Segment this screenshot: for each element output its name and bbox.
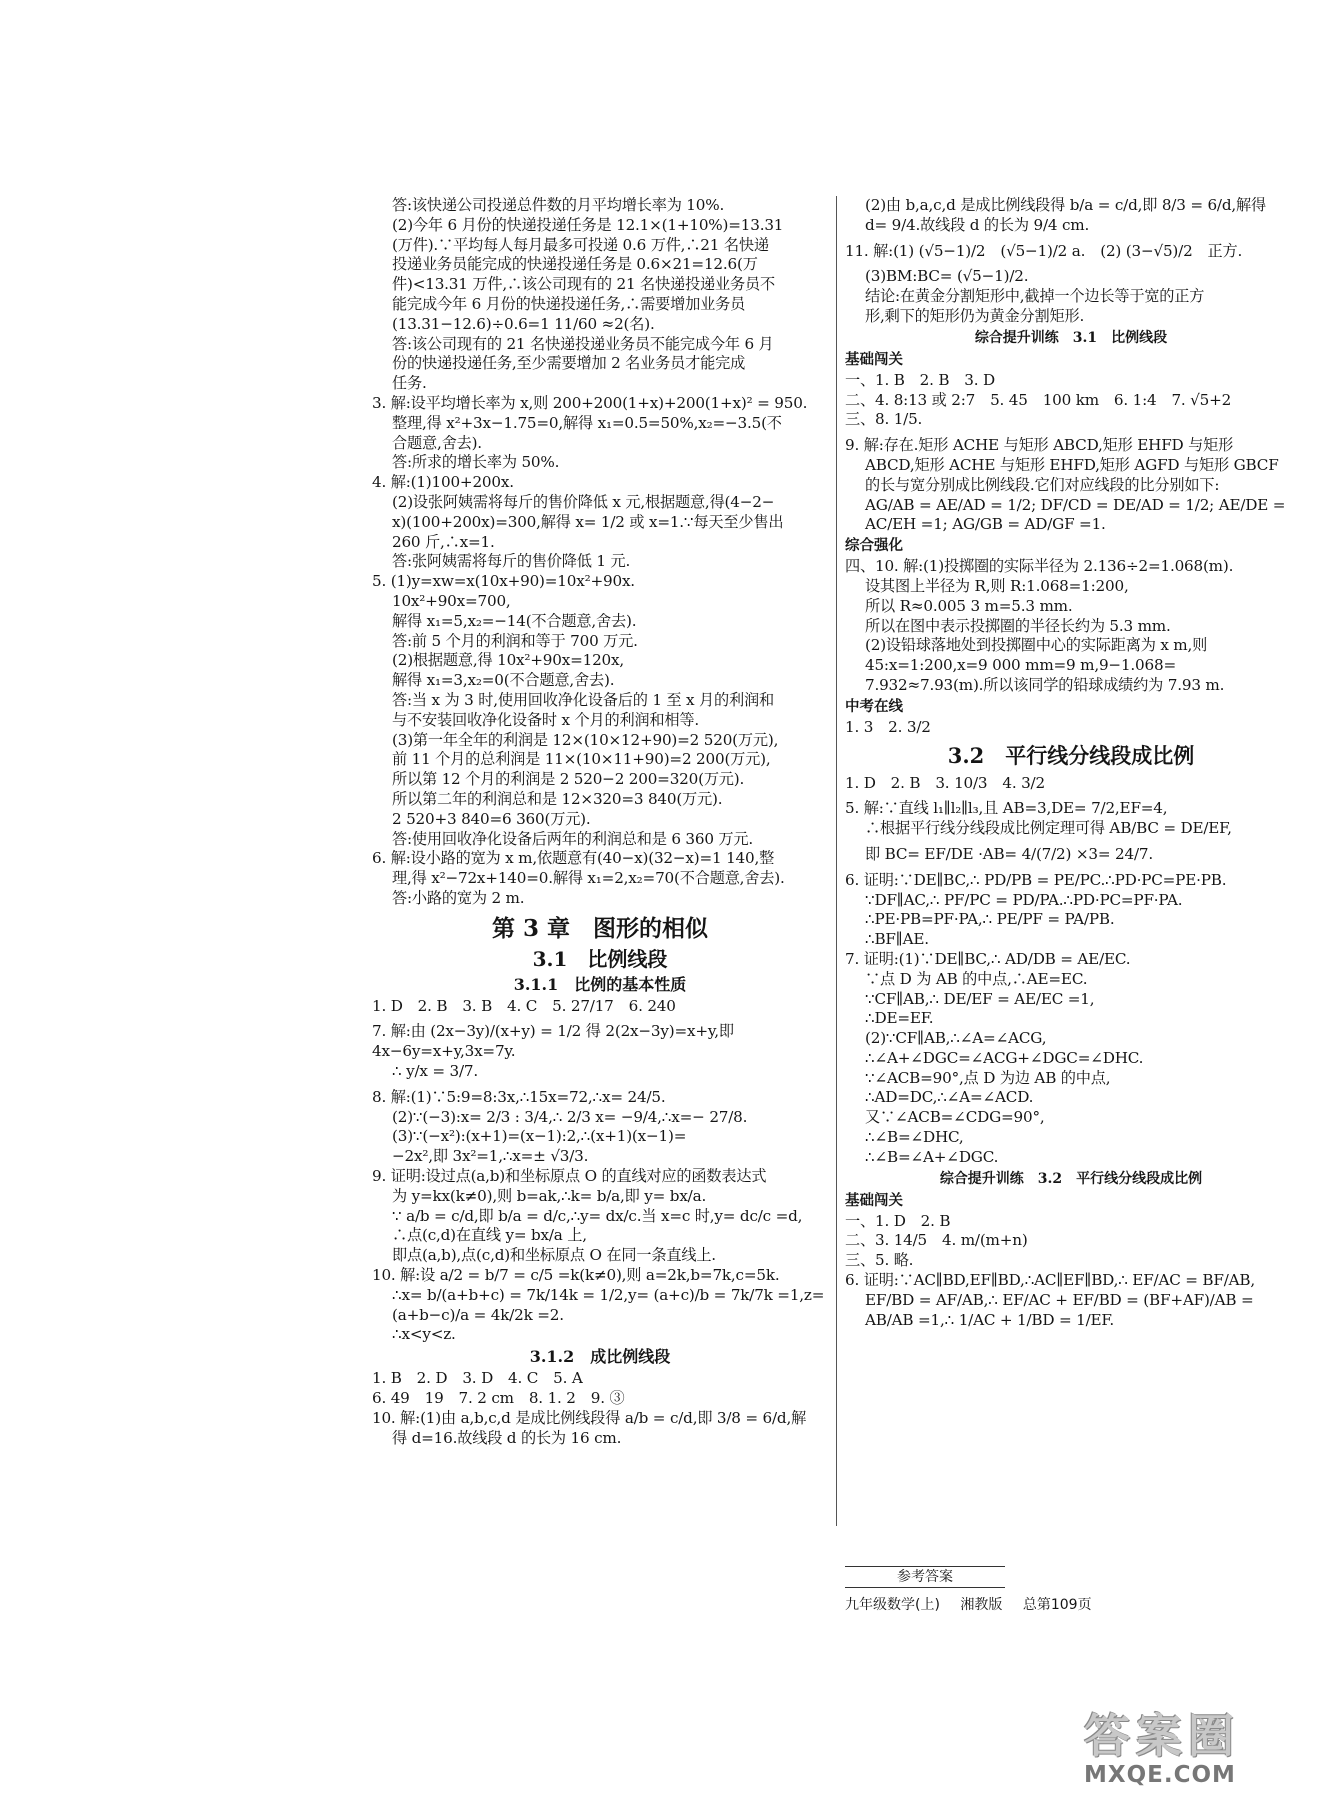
answer-line: 的长与宽分别成比例线段.它们对应线段的比分别如下:	[865, 475, 1220, 494]
category-label: 综合强化	[845, 537, 903, 555]
answer-line: ∵∠ACB=90°,点 D 为边 AB 的中点,	[865, 1068, 1111, 1087]
answer-line: ∴PE·PB=PF·PA,∴ PE/PF = PA/PB.	[865, 910, 1115, 929]
footer-title-box	[845, 1566, 1005, 1588]
answer-line: ∴∠B=∠DHC,	[865, 1128, 964, 1147]
answer-line: ∴点(c,d)在直线 y= bx/a 上,	[392, 1226, 587, 1245]
answer-line: 5. (1)y=xw=x(10x+90)=10x²+90x.	[372, 572, 635, 591]
answer-line: 所以第二年的利润总和是 12×320=3 840(万元).	[392, 789, 723, 808]
answer-line: 1. 3 2. 3/2	[845, 717, 931, 736]
answer-line: ∵DF∥AC,∴ PF/PC = PD/PA.∴PD·PC=PF·PA.	[865, 890, 1183, 909]
answer-line: ∴BF∥AE.	[865, 930, 929, 949]
answer-line: 6. 证明:∵DE∥BC,∴ PD/PB = PE/PC.∴PD·PC=PE·PB.	[845, 870, 1227, 889]
answer-line: 所以在图中表示投掷圈的半径长约为 5.3 mm.	[865, 616, 1171, 635]
answer-line: 又∵∠ACB=∠CDG=90°,	[865, 1108, 1045, 1127]
answer-line: 一、1. D 2. B	[845, 1211, 951, 1230]
footer-page-number: 总第109页	[1022, 1597, 1092, 1613]
answer-line: 10. 解:设 a/2 = b/7 = c/5 =k(k≠0),则 a=2k,b=7k,c=5k.	[372, 1266, 780, 1285]
answer-line: (2)根据题意,得 10x²+90x=120x,	[392, 651, 625, 670]
answer-line: 答:使用回收净化设备后两年的利润总和是 6 360 万元.	[392, 829, 754, 848]
answer-line: 即点(a,b),点(c,d)和坐标原点 O 在同一条直线上.	[392, 1246, 716, 1265]
answer-line: (2)由 b,a,c,d 是成比例线段得 b/a = c/d,即 8/3 = 6/d,解得	[865, 196, 1266, 214]
answer-line: 即 BC= EF/DE ·AB= 4/(7/2) ×3= 24/7.	[865, 844, 1153, 863]
answer-line: 形,剩下的矩形仍为黄金分割矩形.	[865, 306, 1085, 325]
answer-line: (3)BM:BC= (√5−1)/2.	[865, 267, 1029, 286]
answer-line: AG/AB = AE/AD = 1/2; DF/CD = DE/AD = 1/2; AE/DE = AC/EH =1; AG/GB = AD/GF =1.	[865, 495, 1290, 534]
answer-line: 7. 证明:(1)∵DE∥BC,∴ AD/DB = AE/EC.	[845, 949, 1131, 968]
answer-line: (2)设张阿姨需将每斤的售价降低 x 元,根据题意,得(4−2−	[392, 492, 775, 511]
answer-line: 10x²+90x=700,	[392, 591, 511, 610]
answer-line: 整理,得 x²+3x−1.75=0,解得 x₁=0.5=50%,x₂=−3.5(不	[392, 413, 782, 432]
answer-line: 二、4. 8:13 或 2:7 5. 45 100 km 6. 1:4 7. √5+2	[845, 390, 1232, 409]
answer-line: 6. 证明:∵AC∥BD,EF∥BD,∴AC∥EF∥BD,∴ EF/AC = BF/AB,	[845, 1271, 1255, 1290]
answer-line: 答:张阿姨需将每斤的售价降低 1 元.	[392, 552, 631, 571]
answer-line: x)(100+200x)=300,解得 x= 1/2 或 x=1.∵每天至少售出	[392, 512, 784, 531]
answer-line: 件)<13.31 万件,∴该公司现有的 21 名快递投递业务员不	[392, 275, 775, 294]
footer-info	[845, 1594, 1108, 1614]
watermark-stamp	[1084, 1710, 1316, 1792]
answer-line: 9. 证明:设过点(a,b)和坐标原点 O 的直线对应的函数表达式	[372, 1167, 767, 1186]
column-divider	[836, 196, 837, 1526]
answer-line: 3. 解:设平均增长率为 x,则 200+200(1+x)+200(1+x)² = 950.	[372, 393, 808, 412]
footer-grade: 九年级数学(上)	[845, 1597, 940, 1613]
answer-line: 答:小路的宽为 2 m.	[392, 888, 525, 907]
answer-line: 份的快递投递任务,至少需要增加 2 名业务员才能完成	[392, 354, 746, 373]
left-column	[372, 196, 828, 1448]
answer-line: 所以第 12 个月的利润是 2 520−2 200=320(万元).	[392, 770, 745, 789]
answer-line: ∵CF∥AB,∴ DE/EF = AE/EC =1,	[865, 989, 1095, 1008]
answer-line: 7.932≈7.93(m).所以该同学的铅球成绩约为 7.93 m.	[865, 675, 1225, 694]
answer-line: 一、1. B 2. B 3. D	[845, 370, 996, 389]
answer-line: ∴x= b/(a+b+c) = 7k/14k = 1/2,y= (a+c)/b = 7k/7k =1,z= (a+b−c)/a = 4k/2k =2.	[392, 1285, 829, 1324]
answer-line: 9. 解:存在.矩形 ACHE 与矩形 ABCD,矩形 EHFD 与矩形	[845, 436, 1234, 455]
answer-line: 2 520+3 840=6 360(万元).	[392, 809, 591, 828]
answer-line: 答:所求的增长率为 50%.	[392, 453, 560, 472]
answer-line: (2)设铅球落地处到投掷圈中心的实际距离为 x m,则	[865, 636, 1208, 655]
answer-line: ∴∠B=∠A+∠DGC.	[865, 1147, 999, 1166]
answer-line: 理,得 x²−72x+140=0.解得 x₁=2,x₂=70(不合题意,舍去).	[392, 869, 785, 888]
answer-line: 10. 解:(1)由 a,b,c,d 是成比例线段得 a/b = c/d,即 3/8 = 6/d,解	[372, 1408, 807, 1427]
answer-line: 设其图上半径为 R,则 R:1.068=1:200,	[865, 576, 1129, 595]
answer-line: 8. 解:(1)∵5:9=8:3x,∴15x=72,∴x= 24/5.	[372, 1087, 666, 1106]
answer-line: 1. D 2. B 3. 10/3 4. 3/2	[845, 773, 1045, 792]
answer-line: 6. 解:设小路的宽为 x m,依题意有(40−x)(32−x)=1 140,整	[372, 849, 775, 868]
subsection-heading: 3.1.2 成比例线段	[529, 1347, 671, 1367]
answer-line: EF/BD = AF/AB,∴ EF/AC + EF/BD = (BF+AF)/AB = AB/AB =1,∴ 1/AC + 1/BD = 1/EF.	[865, 1290, 1259, 1329]
answer-line: (13.31−12.6)÷0.6=1 11/60 ≈2(名).	[392, 314, 655, 333]
answer-line: ∴x<y<z.	[392, 1325, 456, 1344]
answer-line: −2x²,即 3x²=1,∴x=± √3/3.	[392, 1147, 589, 1166]
answer-line: 答:当 x 为 3 时,使用回收净化设备后的 1 至 x 月的利润和	[392, 690, 774, 709]
answer-line: 260 斤,∴x=1.	[392, 532, 495, 551]
answer-line: 答:前 5 个月的利润和等于 700 万元.	[392, 631, 638, 650]
category-label: 中考在线	[845, 697, 903, 715]
answer-line: 7. 解:由 (2x−3y)/(x+y) = 1/2 得 2(2x−3y)=x+y,即 4x−6y=x+y,3x=7y.	[372, 1022, 739, 1061]
answer-line: 1. B 2. D 3. D 4. C 5. A	[372, 1369, 583, 1388]
answer-line: 答:该公司现有的 21 名快递投递业务员不能完成今年 6 月	[392, 334, 774, 353]
answer-line: 45:x=1:200,x=9 000 mm=9 m,9−1.068=	[865, 656, 1176, 675]
answer-line: 所以 R≈0.005 3 m=5.3 mm.	[865, 596, 1073, 615]
subsection-heading: 3.1.1 比例的基本性质	[513, 974, 687, 994]
answer-line: 得 d=16.故线段 d 的长为 16 cm.	[392, 1428, 622, 1447]
watermark-url: MXQE.COM	[1084, 1762, 1236, 1788]
answer-line: 4. 解:(1)100+200x.	[372, 473, 514, 492]
answer-line: 为 y=kx(k≠0),则 b=ak,∴k= b/a,即 y= bx/a.	[392, 1186, 707, 1205]
answer-line: 二、3. 14/5 4. m/(m+n)	[845, 1231, 1028, 1250]
answer-line: ABCD,矩形 ACHE 与矩形 EHFD,矩形 AGFD 与矩形 GBCF	[865, 455, 1279, 474]
answer-line: ∴DE=EF.	[865, 1009, 934, 1028]
answer-line: ∵ a/b = c/d,即 b/a = d/c,∴y= dx/c.当 x=c 时,y= dc/c =d,	[392, 1206, 803, 1225]
section-heading: 3.2 平行线分线段成比例	[947, 742, 1195, 768]
answer-line: ∴AD=DC,∴∠A=∠ACD.	[865, 1088, 1034, 1107]
answer-line: (2)∵(−3):x= 2/3 : 3/4,∴ 2/3 x= −9/4,∴x=− 27/8.	[392, 1107, 748, 1126]
training-heading: 综合提升训练 3.2 平行线分线段成比例	[939, 1170, 1203, 1187]
chapter-heading: 第 3 章 图形的相似	[491, 914, 709, 942]
answer-line: (万件).∵平均每人每月最多可投递 0.6 万件,∴21 名快递	[392, 235, 769, 254]
answer-line: 11. 解:(1) (√5−1)/2 (√5−1)/2 a. (2) (3−√5)/2 正方.	[845, 241, 1243, 260]
answer-line: 投递业务员能完成的快递投递任务是 0.6×21=12.6(万	[392, 255, 758, 274]
training-heading: 综合提升训练 3.1 比例线段	[974, 329, 1168, 346]
answer-line: 任务.	[392, 374, 427, 393]
answer-line: d= 9/4.故线段 d 的长为 9/4 cm.	[865, 215, 1090, 234]
answer-line: ∴ y/x = 3/7.	[392, 1062, 479, 1081]
answer-line: ∵点 D 为 AB 的中点,∴AE=EC.	[865, 969, 1088, 988]
answer-line: (3)第一年全年的利润是 12×(10×12+90)=2 520(万元),	[392, 730, 779, 749]
category-label: 基础闯关	[845, 1191, 903, 1209]
answer-line: (2)∵CF∥AB,∴∠A=∠ACG,	[865, 1029, 1047, 1048]
answer-line: 答:该快递公司投递总件数的月平均增长率为 10%.	[392, 196, 725, 214]
footer-title: 参考答案	[845, 1566, 1005, 1588]
watermark-mark: 答案圈	[1084, 1709, 1240, 1763]
answer-line: 三、8. 1/5.	[845, 410, 923, 429]
answer-line: 合题意,舍去).	[392, 433, 482, 452]
answer-line: 解得 x₁=5,x₂=−14(不合题意,舍去).	[392, 611, 637, 630]
category-label: 基础闯关	[845, 350, 903, 368]
right-column	[845, 196, 1297, 1330]
answer-line: 1. D 2. B 3. B 4. C 5. 27/17 6. 240	[372, 996, 676, 1015]
answer-line: 5. 解:∵直线 l₁∥l₂∥l₃,且 AB=3,DE= 7/2,EF=4,	[845, 799, 1168, 818]
answer-line: ∴根据平行线分线段成比例定理可得 AB/BC = DE/EF,	[865, 819, 1232, 838]
answer-line: 6. 49 19 7. 2 cm 8. 1. 2 9. ③	[372, 1389, 625, 1408]
section-heading: 3.1 比例线段	[532, 946, 668, 971]
answer-line: (2)今年 6 月份的快递投递任务是 12.1×(1+10%)=13.31	[392, 215, 784, 234]
answer-line: 四、10. 解:(1)投掷圈的实际半径为 2.136÷2=1.068(m).	[845, 557, 1234, 576]
answer-line: ∴∠A+∠DGC=∠ACG+∠DGC=∠DHC.	[865, 1048, 1144, 1067]
answer-line: (3)∵(−x²):(x+1)=(x−1):2,∴(x+1)(x−1)=	[392, 1127, 687, 1146]
answer-line: 结论:在黄金分割矩形中,截掉一个边长等于宽的正方	[865, 287, 1205, 306]
answer-line: 能完成今年 6 月份的快递投递任务,∴需要增加业务员	[392, 294, 746, 313]
answer-line: 三、5. 略.	[845, 1251, 914, 1270]
footer-edition: 湘教版	[960, 1597, 1003, 1613]
answer-line: 与不安装回收净化设备时 x 个月的利润和相等.	[392, 710, 700, 729]
answer-line: 前 11 个月的总利润是 11×(10×11+90)=2 200(万元),	[392, 750, 771, 769]
answer-line: 解得 x₁=3,x₂=0(不合题意,舍去).	[392, 671, 615, 690]
